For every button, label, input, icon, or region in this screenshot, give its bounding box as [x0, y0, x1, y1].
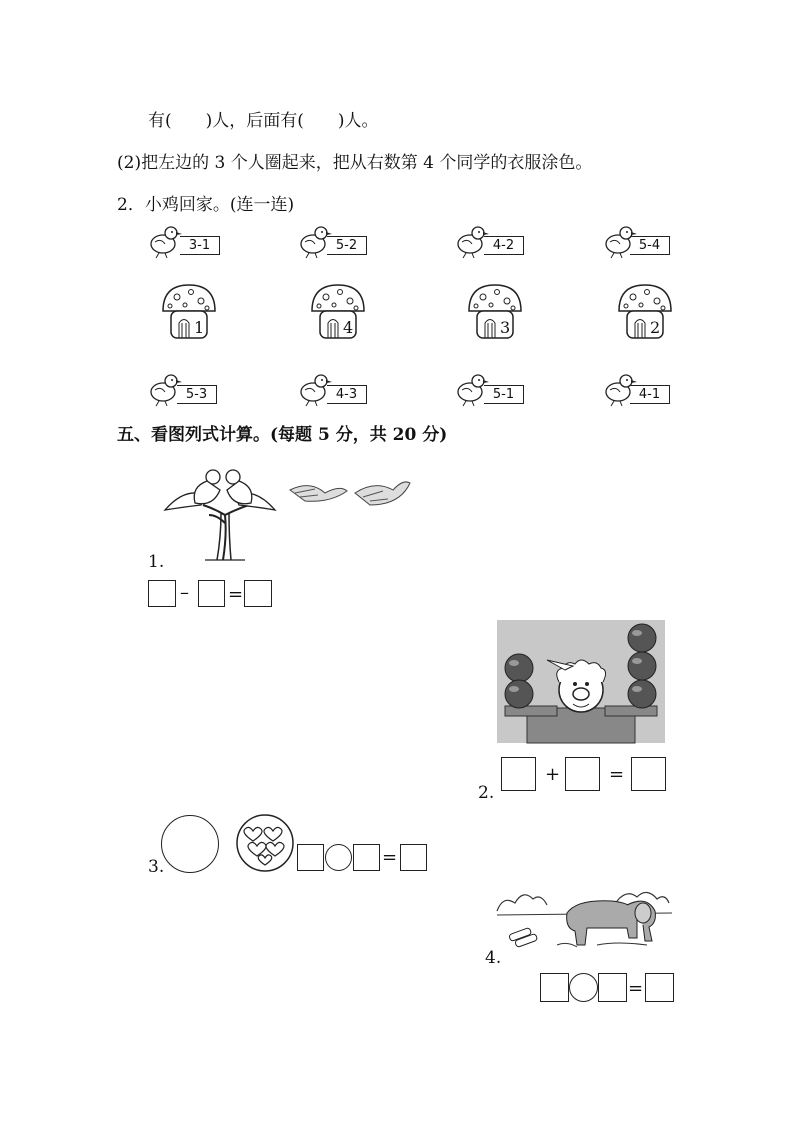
mushroom-house-icon [615, 283, 675, 341]
flying-bird-icon [355, 482, 410, 505]
question-1-2-text: (2)把左边的 3 个人圈起来，把从右数第 4 个同学的衣服涂色。 [117, 153, 593, 173]
answer-box[interactable] [645, 973, 674, 1002]
mushroom-house[interactable] [308, 283, 368, 341]
house-number: 3 [500, 318, 511, 337]
section-5-title: 五、看图列式计算。(每题 5 分，共 20 分) [117, 425, 448, 445]
mushroom-house-icon [465, 283, 525, 341]
chick-item[interactable] [452, 222, 532, 262]
equals-sign: = [609, 764, 625, 785]
answer-box[interactable] [198, 580, 225, 607]
fill-in-line: 有( )人，后面有( )人。 [148, 111, 379, 131]
answer-box[interactable] [598, 973, 627, 1002]
mushroom-house-icon [308, 283, 368, 341]
problem-4-number: 4. [485, 948, 502, 968]
answer-box[interactable] [297, 844, 324, 871]
problem-1-number: 1. [148, 552, 165, 572]
mushroom-house[interactable] [465, 283, 525, 341]
clown-juggling-illustration [497, 620, 667, 745]
question-2-title: 2．小鸡回家。(连一连) [117, 195, 295, 215]
mushroom-house[interactable] [159, 283, 219, 341]
answer-box[interactable] [400, 844, 427, 871]
mushroom-house[interactable] [615, 283, 675, 341]
ball-icon [505, 680, 533, 708]
answer-box[interactable] [565, 757, 600, 791]
chick-item[interactable] [145, 370, 225, 410]
hearts-circle-illustration [235, 813, 295, 873]
chick-expression: 5-4 [630, 236, 670, 255]
minus-sign: – [180, 582, 189, 603]
chick-expression: 4-2 [484, 236, 524, 255]
chick-expression: 5-2 [327, 236, 367, 255]
house-number: 1 [194, 318, 205, 337]
answer-box[interactable] [540, 973, 569, 1002]
problem-2-number: 2. [478, 783, 495, 803]
empty-circle [161, 815, 219, 873]
tree-birds-illustration [165, 465, 415, 565]
operator-circle[interactable] [569, 973, 598, 1002]
elephant-icon [567, 901, 656, 945]
flying-bird-icon [290, 486, 347, 502]
answer-box[interactable] [631, 757, 666, 791]
answer-box[interactable] [244, 580, 272, 607]
chick-expression: 4-1 [630, 385, 670, 404]
elephant-scene-illustration [497, 883, 672, 958]
chick-item[interactable] [295, 370, 375, 410]
answer-box[interactable] [501, 757, 536, 791]
house-number: 4 [343, 318, 354, 337]
mushroom-house-icon [159, 283, 219, 341]
operator-circle[interactable] [325, 844, 352, 871]
chick-item[interactable] [295, 222, 375, 262]
ball-icon [628, 624, 656, 652]
ball-icon [628, 652, 656, 680]
chick-icon [145, 222, 185, 262]
equals-sign: = [228, 584, 244, 605]
chick-item[interactable] [600, 370, 680, 410]
equals-sign: = [628, 978, 644, 999]
house-number: 2 [650, 318, 661, 337]
chick-expression: 5-1 [484, 385, 524, 404]
chick-item[interactable] [600, 222, 680, 262]
equals-sign: = [382, 847, 398, 868]
answer-box[interactable] [353, 844, 380, 871]
chick-expression: 5-3 [177, 385, 217, 404]
problem-3-number: 3. [148, 857, 165, 877]
chick-expression: 3-1 [180, 236, 220, 255]
chick-expression: 4-3 [327, 385, 367, 404]
answer-box[interactable] [148, 580, 176, 607]
plus-sign: + [545, 764, 561, 785]
ball-icon [628, 680, 656, 708]
chick-item[interactable] [145, 222, 225, 262]
chick-item[interactable] [452, 370, 532, 410]
ball-icon [505, 654, 533, 682]
logs-icon [509, 927, 538, 947]
